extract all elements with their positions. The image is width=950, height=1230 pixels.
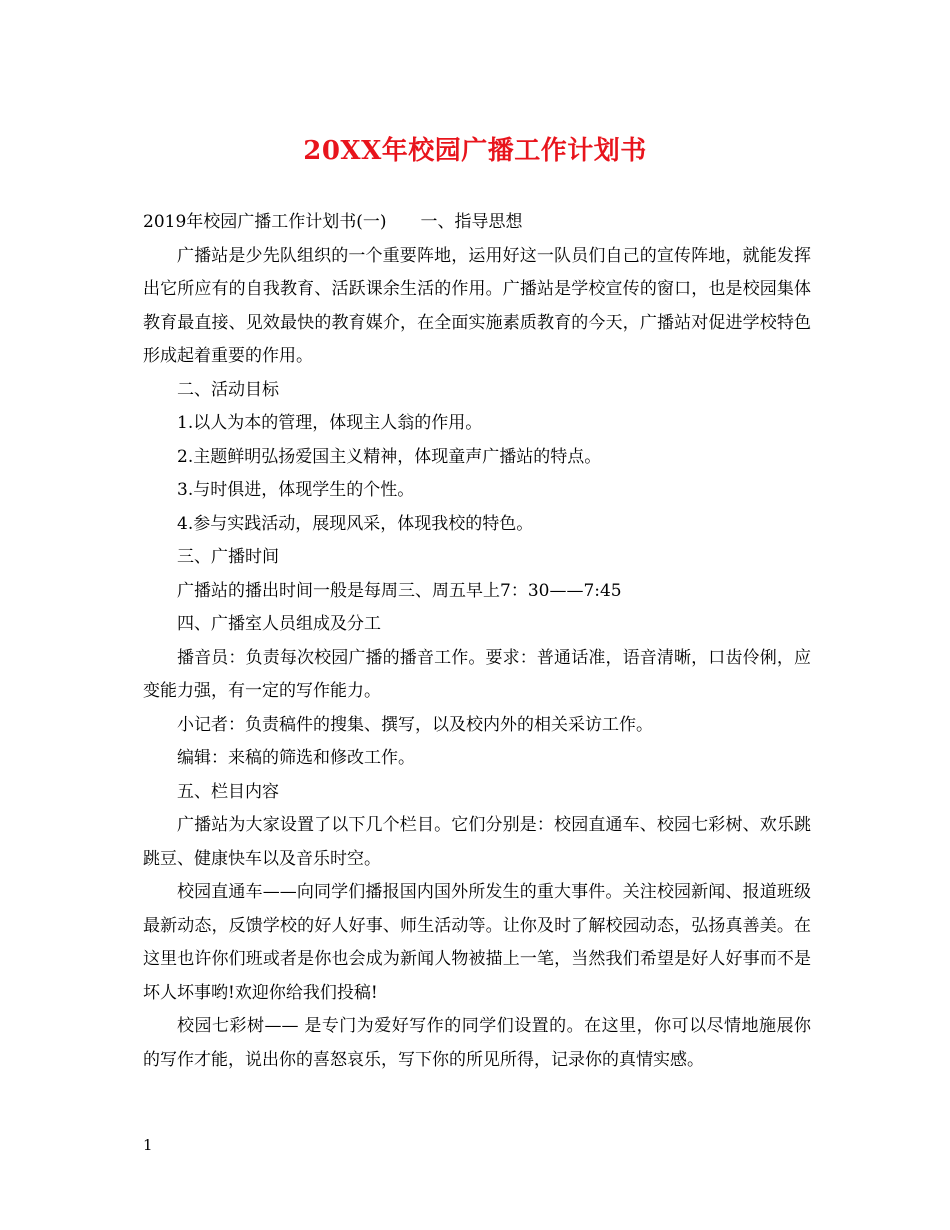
list-item: 3.与时俱进，体现学生的个性。 bbox=[177, 480, 415, 500]
paragraph: 广播站的播出时间一般是每周三、周五早上7：30——7:45 bbox=[177, 580, 622, 601]
paragraph-heading-intro: 2019年校园广播工作计划书(一) 一、指导思想 bbox=[143, 212, 523, 232]
paragraph: 校园直通车——向同学们播报国内国外所发生的重大事件。关注校园新闻、报道班级最新动态，反馈学校的好人好事、师生活动等。让你及时了解校园动态，弘扬真善美。在这里也许你们班或者是你也会成为新闻人物被描上一笔，当然我们希望是好人好事而不是坏人坏事哟!欢迎你给我们投稿! bbox=[143, 882, 811, 1003]
section-heading: 五、栏目内容 bbox=[177, 781, 279, 802]
paragraph: 校园七彩树—— 是专门为爱好写作的同学们设置的。在这里，你可以尽情地施展你的写作才能，说出你的喜怒哀乐，写下你的所见所得，记录你的真情实感。 bbox=[143, 1016, 811, 1070]
section-heading: 三、广播时间 bbox=[177, 547, 279, 567]
document-title: 20XX年校园广播工作计划书 bbox=[303, 136, 647, 166]
paragraph: 广播站是少先队组织的一个重要阵地，运用好这一队员们自己的宣传阵地，就能发挥出它所应有的自我教育、活跃课余生活的作用。广播站是学校宣传的窗口，也是校园集体教育最直接、见效最快的教育媒介，在全面实施素质教育的今天，广播站对促进学校特色形成起着重要的作用。 bbox=[143, 245, 811, 366]
document-body bbox=[143, 206, 811, 1077]
page-number: 1 bbox=[143, 1136, 153, 1154]
list-item: 2.主题鲜明弘扬爱国主义精神，体现童声广播站的特点。 bbox=[177, 446, 602, 467]
paragraph: 小记者：负责稿件的搜集、撰写，以及校内外的相关采访工作。 bbox=[177, 714, 653, 735]
paragraph: 广播站为大家设置了以下几个栏目。它们分别是：校园直通车、校园七彩树、欢乐跳跳豆、健康快车以及音乐时空。 bbox=[143, 815, 811, 869]
list-item: 1.以人为本的管理，体现主人翁的作用。 bbox=[177, 413, 483, 433]
section-heading: 二、活动目标 bbox=[177, 379, 279, 400]
list-item: 4.参与实践活动，展现风采，体现我校的特色。 bbox=[177, 513, 534, 534]
section-heading: 四、广播室人员组成及分工 bbox=[177, 614, 381, 634]
paragraph: 播音员：负责每次校园广播的播音工作。要求：普通话准，语音清晰，口齿伶俐，应变能力强，有一定的写作能力。 bbox=[143, 647, 811, 701]
paragraph: 编辑：来稿的筛选和修改工作。 bbox=[177, 748, 415, 768]
